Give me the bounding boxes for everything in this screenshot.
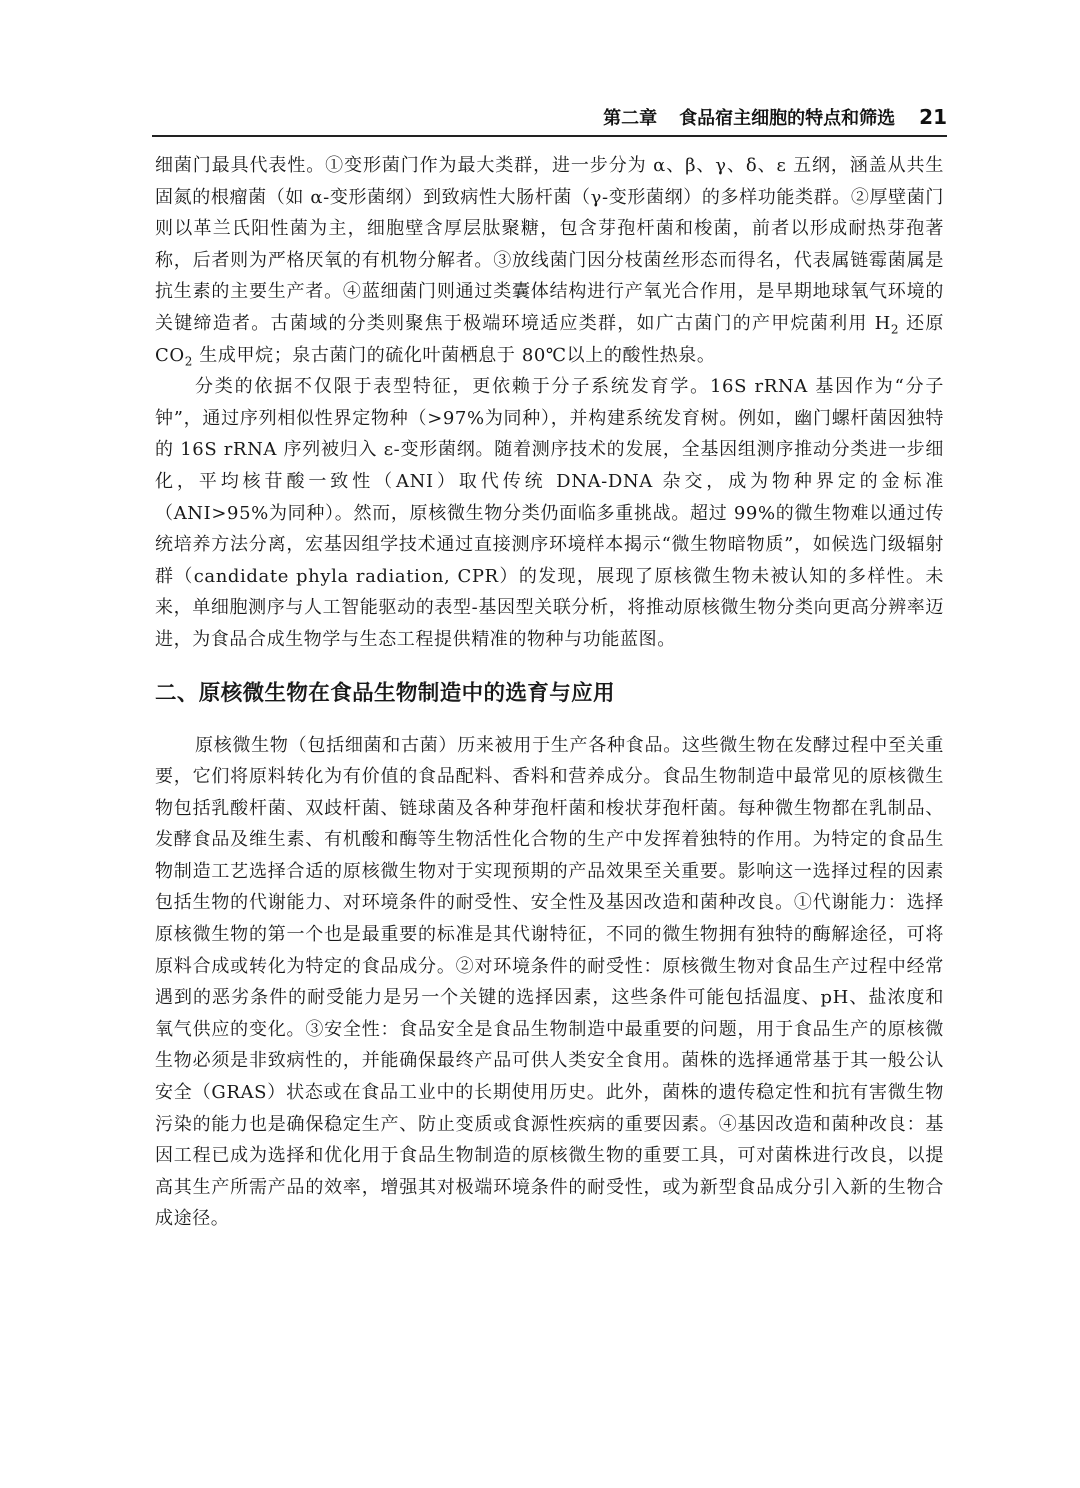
header-rule [152, 135, 947, 137]
chapter-label: 第二章 [603, 108, 658, 129]
paragraph-applications: 原核微生物（包括细菌和古菌）历来被用于生产各种食品。这些微生物在发酵过程中至关重要，它们将原料转化为有价值的食品配料、香料和营养成分。食品生物制造中最常见的原核微生物包括乳酸杆菌、双歧杆菌、链球菌及各种芽孢杆菌和梭状芽孢杆菌。每种微生物都在乳制品、发酵食品及维生素、有机酸和酶等生物活性化合物的生产中发挥着独特的作用。为特定的食品生物制造工艺选择合适的原核微生物对于实现预期的产品效果至关重要。影响这一选择过程的因素包括生物的代谢能力、对环境条件的耐受性、安全性及基因改造和菌种改良。①代谢能力：选择原核微生物的第一个也是最重要的标准是其代谢特征，不同的微生物拥有独特的酶解途径，可将原料合成或转化为特定的食品成分。②对环境条件的耐受性：原核微生物对食品生产过程中经常遇到的恶劣条件的耐受能力是另一个关键的选择因素，这些条件可能包括温度、pH、盐浓度和氧气供应的变化。③安全性：食品安全是食品生物制造中最重要的问题，用于食品生产的原核微生物必须是非致病性的，并能确保最终产品可供人类安全食用。菌株的选择通常基于其一般公认安全（GRAS）状态或在食品工业中的长期使用历史。此外，菌株的遗传稳定性和抗有害微生物污染的能力也是确保稳定生产、防止变质或食源性疾病的重要因素。④基因改造和菌种改良：基因工程已成为选择和优化用于食品生物制造的原核微生物的重要工具，可对菌株进行改良，以提高其生产所需产品的效率，增强其对极端环境条件的耐受性，或为新型食品成分引入新的生物合成途径。 [155, 734, 944, 1230]
paragraph-text: 还原 CO [155, 312, 944, 366]
paragraph-text: 生成甲烷；泉古菌门的硫化叶菌栖息于 80℃以上的酸性热泉。 [192, 344, 716, 366]
chapter-title: 食品宿主细胞的特点和筛选 [679, 108, 896, 129]
subscript: 2 [890, 322, 900, 337]
section-heading: 二、原核微生物在食品生物制造中的选育与应用 [155, 680, 615, 706]
running-header [152, 104, 947, 132]
subscript: 2 [184, 354, 193, 369]
paragraph-classification: 分类的依据不仅限于表型特征，更依赖于分子系统发育学。16S rRNA 基因作为“分子钟”，通过序列相似性界定物种（>97%为同种），并构建系统发育树。例如，幽门螺杆菌因独特的 16S rRNA 序列被归入 ε-变形菌纲。随着测序技术的发展，全基因组测序推动分类进一步细化，平均核苷酸一致性（ANI）取代传统 DNA-DNA 杂交，成为物种界定的金标准（ANI>95%为同种）。然而，原核微生物分类仍面临多重挑战。超过 99%的微生物难以通过传统培养方法分离，宏基因组学技术通过直接测序环境样本揭示“微生物暗物质”，如候选门级辐射群（candidate phyla radiation, CPR）的发现，展现了原核微生物未被认知的多样性。未来，单细胞测序与人工智能驱动的表型-基因型关联分析，将推动原核微生物分类向更高分辨率迈进，为食品合成生物学与生态工程提供精准的物种与功能蓝图。 [155, 376, 944, 650]
paragraph-text: 细菌门最具代表性。①变形菌门作为最大类群，进一步分为 α、β、γ、δ、ε 五纲，涵盖从共生固氮的根瘤菌（如 α-变形菌纲）到致病性大肠杆菌（γ-变形菌纲）的多样功能类群。②厚壁菌门则以革兰氏阳性菌为主，细胞壁含厚层肽聚糖，包含芽孢杆菌和梭菌，前者以形成耐热芽孢著称，后者则为严格厌氧的有机物分解者。③放线菌门因分枝菌丝形态而得名，代表属链霉菌属是抗生素的主要生产者。④蓝细菌门则通过类囊体结构进行产氧光合作用，是早期地球氧气环境的关键缔造者。古菌域的分类则聚焦于极端环境适应类群，如广古菌门的产甲烷菌利用 H [155, 155, 944, 334]
page-number: 21 [919, 105, 947, 129]
page-body [155, 150, 944, 1235]
paragraph-continued [155, 150, 944, 371]
